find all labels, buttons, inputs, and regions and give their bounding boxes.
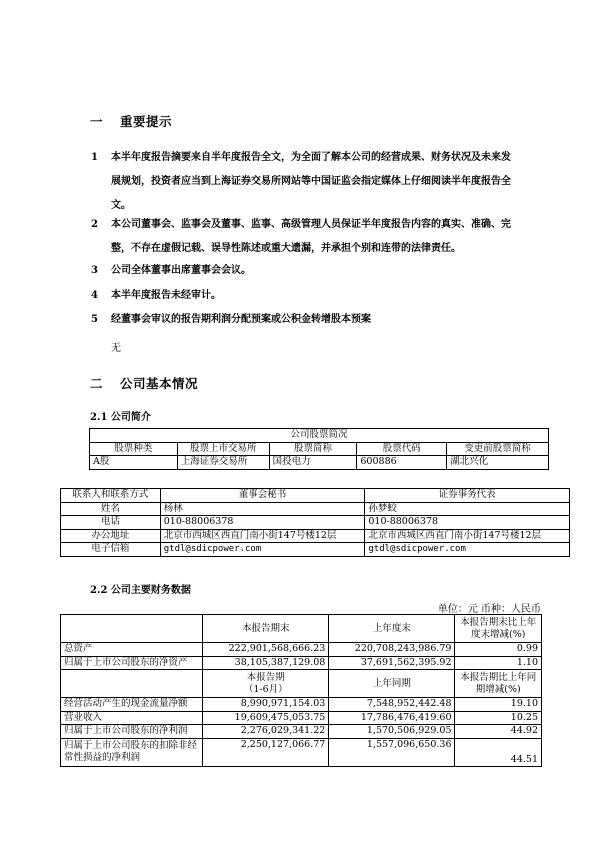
table-row: 股票种类 股票上市交易所 股票简称 股票代码 变更前股票简称 [90,442,549,456]
section-2-title: 公司基本情况 [120,376,199,391]
table-row: 经营活动产生的现金流量净额 8,990,971,154.03 7,548,952,442.48 19.10 [61,698,542,712]
unit-currency-line: 单位：元 币种：人民币 [437,604,541,615]
table-row: 营业收入 19,609,475,053.75 17,786,476,419.60 10.25 [61,711,542,725]
table-row: 归属于上市公司股东的扣除非经常性损益的净利润 2,250,127,066.77 1,557,096,650.36 44.51 [61,738,542,766]
notice-item-5: 5 经董事会审议的报告期利润分配预案或公积金转增股本预案 [91,314,371,325]
section-1-title: 重要提示 [120,114,173,129]
table-row: 办公地址 北京市西城区西直门南小街147号楼12层 北京市西城区西直门南小街147号楼12层 [61,529,570,543]
table-row: 本报告期 （1-6月） 上年同期 本报告期比上年同期增减(%) [61,670,542,698]
stock-table-caption: 公司股票简况 [90,429,549,443]
subsection-2-2-heading: 2.2 公司主要财务数据 [90,585,191,596]
section-1-heading [90,112,172,130]
table-row: 归属于上市公司股东的净利润 2,276,029,341.22 1,570,506,929.05 44.92 [61,725,542,739]
subsection-2-1-heading: 2.1 公司简介 [90,412,151,423]
table-row: 电子信箱 gtdl@sdicpower.com gtdl@sdicpower.com [61,543,570,557]
section-1-number: 一 [90,114,104,129]
secretary-email: gtdl@sdicpower.com [160,543,365,557]
notice-item-3: 3 公司全体董事出席董事会会议。 [91,265,251,276]
contact-info-table [60,488,570,557]
representative-email: gtdl@sdicpower.com [365,543,570,557]
table-row: 本报告期末 上年度末 本报告期末比上年度末增减(%) [61,615,542,643]
table-row: 联系人和联系方式 董事会秘书 证券事务代表 [61,489,570,503]
stock-info-table [89,428,549,470]
section-2-number: 二 [90,376,104,391]
notice-item-1: 1 本半年度报告摘要来自半年度报告全文，为全面了解本公司的经营成果、财务状况及未来发 展规划，投资者应当到上海证券交易所网站等中国证监会指定媒体上仔细阅读半年度报告全 文。 [91,152,511,211]
table-row: 电话 010-88006378 010-88006378 [61,516,570,530]
financial-data-table [60,614,542,767]
notice-item-2: 2 本公司董事会、监事会及董事、监事、高级管理人员保证半年度报告内容的真实、准确、完 整，不存在虚假记载、误导性陈述或重大遗漏，并承担个别和连带的法律责任。 [91,219,511,254]
notice-item-5-answer: 无 [111,343,121,354]
table-row: 总资产 222,901,568,666.23 220,708,243,986.79 0.99 [61,643,542,657]
section-2-heading [90,374,198,392]
table-row: 姓名 杨林 孙梦蛟 [61,502,570,516]
notice-item-4: 4 本半年度报告未经审计。 [91,290,221,301]
table-row: 归属于上市公司股东的净资产 38,105,387,129.08 37,691,562,395.92 1.10 [61,656,542,670]
table-row: A股 上海证券交易所 国投电力 600886 湖北兴化 [90,456,549,470]
